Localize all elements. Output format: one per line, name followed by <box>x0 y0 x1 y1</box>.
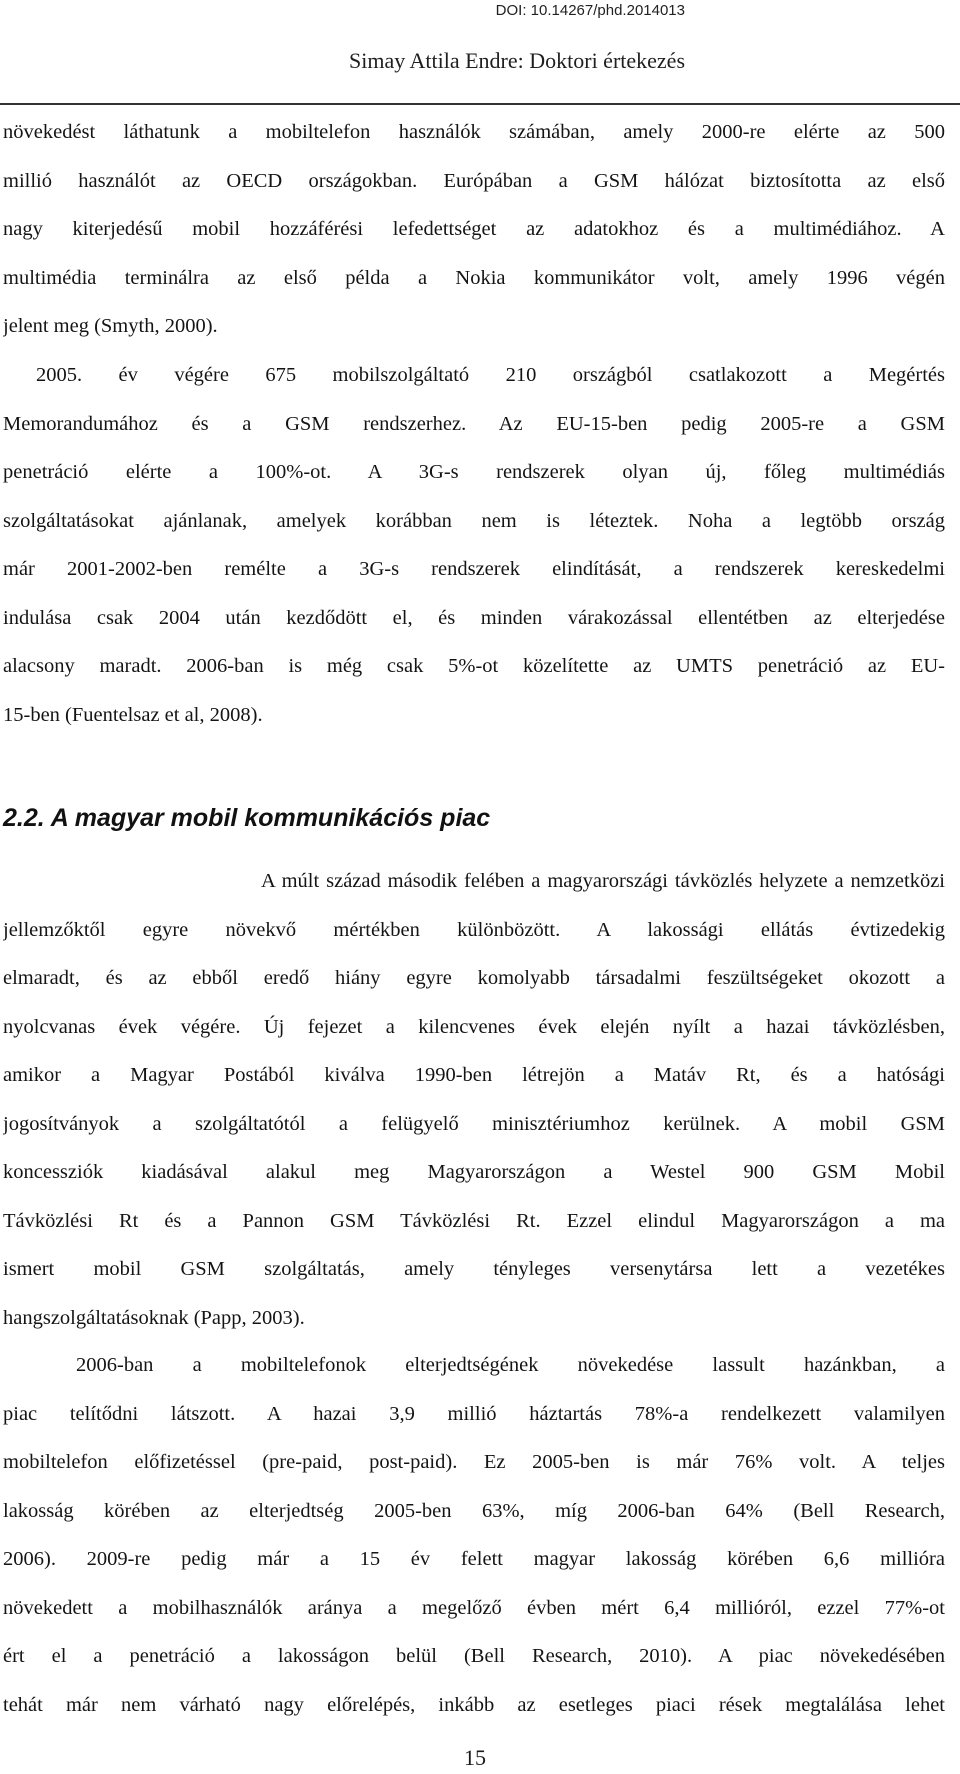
paragraph-4 <box>3 1341 945 1729</box>
paragraph-1 <box>3 108 945 351</box>
paragraph-line: növekedett a mobilhasználók aránya a megelőző évben mért 6,4 millióról, ezzel 77%-ot <box>3 1596 945 1619</box>
doi-label: DOI: 10.14267/phd.2014013 <box>495 2 685 19</box>
paragraph-line: növekedést láthatunk a mobiltelefon használók számában, amely 2000-re elérte az 500 <box>3 121 945 143</box>
header-divider <box>0 103 960 105</box>
running-title: Simay Attila Endre: Doktori értekezés <box>348 48 685 73</box>
paragraph-line: mobiltelefon előfizetéssel (pre-paid, post-paid). Ez 2005-ben is már 76% volt. A teljes <box>3 1451 945 1473</box>
paragraph-line: 2006). 2009-re pedig már a 15 év felett magyar lakosság körében 6,6 millióra <box>3 1548 945 1570</box>
paragraph-line: nyolcvanas évek végére. Új fejezet a kilencvenes évek elején nyílt a hazai távközlésben, <box>3 1015 945 1038</box>
page-number: 15 <box>464 1745 486 1770</box>
paragraph-line: piac telítődni látszott. A hazai 3,9 millió háztartás 78%-a rendelkezett valamilyen <box>3 1402 945 1425</box>
paragraph-line: nagy kiterjedésű mobil hozzáférési lefedettséget az adatokhoz és a multimédiához. A <box>3 218 945 240</box>
paragraph-line: elmaradt, és az ebből eredő hiány egyre komolyabb társadalmi feszültségeket okozott a <box>3 967 945 989</box>
paragraph-line: tehát már nem várható nagy előrelépés, inkább az esetleges piaci rések megtalálása lehet <box>3 1693 945 1716</box>
paragraph-line: jelent meg (Smyth, 2000). <box>3 315 218 337</box>
paragraph-line: hangszolgáltatásoknak (Papp, 2003). <box>3 1306 305 1329</box>
paragraph-line: A múlt század második felében a magyarországi távközlés helyzete a nemzetközi <box>261 870 945 892</box>
section-heading: 2.2. A magyar mobil kommunikációs piac <box>3 804 491 832</box>
paragraph-line: már 2001-2002-ben remélte a 3G-s rendszerek elindítását, a rendszerek kereskedelmi <box>3 558 945 580</box>
paragraph-line: ért el a penetráció a lakosságon belül (Bell Research, 2010). A piac növekedésében <box>3 1645 945 1667</box>
paragraph-line: jogosítványok a szolgáltatótól a felügyelő minisztériumhoz kerülnek. A mobil GSM <box>3 1112 945 1135</box>
paragraph-line: Távközlési Rt és a Pannon GSM Távközlési Rt. Ezzel elindul Magyarországon a ma <box>3 1209 945 1232</box>
paragraph-line: millió használót az OECD országokban. Európában a GSM hálózat biztosította az első <box>3 169 945 192</box>
paragraph-line: alacsony maradt. 2006-ban is még csak 5%-ot közelítette az UMTS penetráció az EU- <box>3 655 945 677</box>
paragraph-line: lakosság körében az elterjedtség 2005-ben 63%, míg 2006-ban 64% (Bell Research, <box>3 1499 945 1522</box>
paragraph-line: indulása csak 2004 után kezdődött el, és minden várakozással ellentétben az elterjedése <box>3 606 945 629</box>
paragraph-line: szolgáltatásokat ajánlanak, amelyek korábban nem is léteztek. Noha a legtöbb ország <box>3 509 945 532</box>
paragraph-line: amikor a Magyar Postából kiválva 1990-ben létrejön a Matáv Rt, és a hatósági <box>3 1064 945 1086</box>
paragraph-line: 15-ben (Fuentelsaz et al, 2008). <box>3 703 263 726</box>
paragraph-line: penetráció elérte a 100%-ot. A 3G-s rendszerek olyan új, főleg multimédiás <box>3 461 945 483</box>
paragraph-3 <box>3 857 945 1342</box>
paragraph-line: 2006-ban a mobiltelefonok elterjedtségének növekedése lassult hazánkban, a <box>76 1354 945 1376</box>
paragraph-2 <box>3 351 945 739</box>
paragraph-line: multimédia terminálra az első példa a Nokia kommunikátor volt, amely 1996 végén <box>3 266 945 289</box>
paragraph-line: jellemzőktől egyre növekvő mértékben különbözött. A lakossági ellátás évtizedekig <box>3 918 945 941</box>
paragraph-line: koncessziók kiadásával alakul meg Magyarországon a Westel 900 GSM Mobil <box>3 1161 945 1183</box>
paragraph-line: 2005. év végére 675 mobilszolgáltató 210 országból csatlakozott a Megértés <box>36 364 945 386</box>
paragraph-line: ismert mobil GSM szolgáltatás, amely tényleges versenytársa lett a vezetékes <box>3 1258 945 1280</box>
paragraph-line: Memorandumához és a GSM rendszerhez. Az EU-15-ben pedig 2005-re a GSM <box>3 412 945 435</box>
